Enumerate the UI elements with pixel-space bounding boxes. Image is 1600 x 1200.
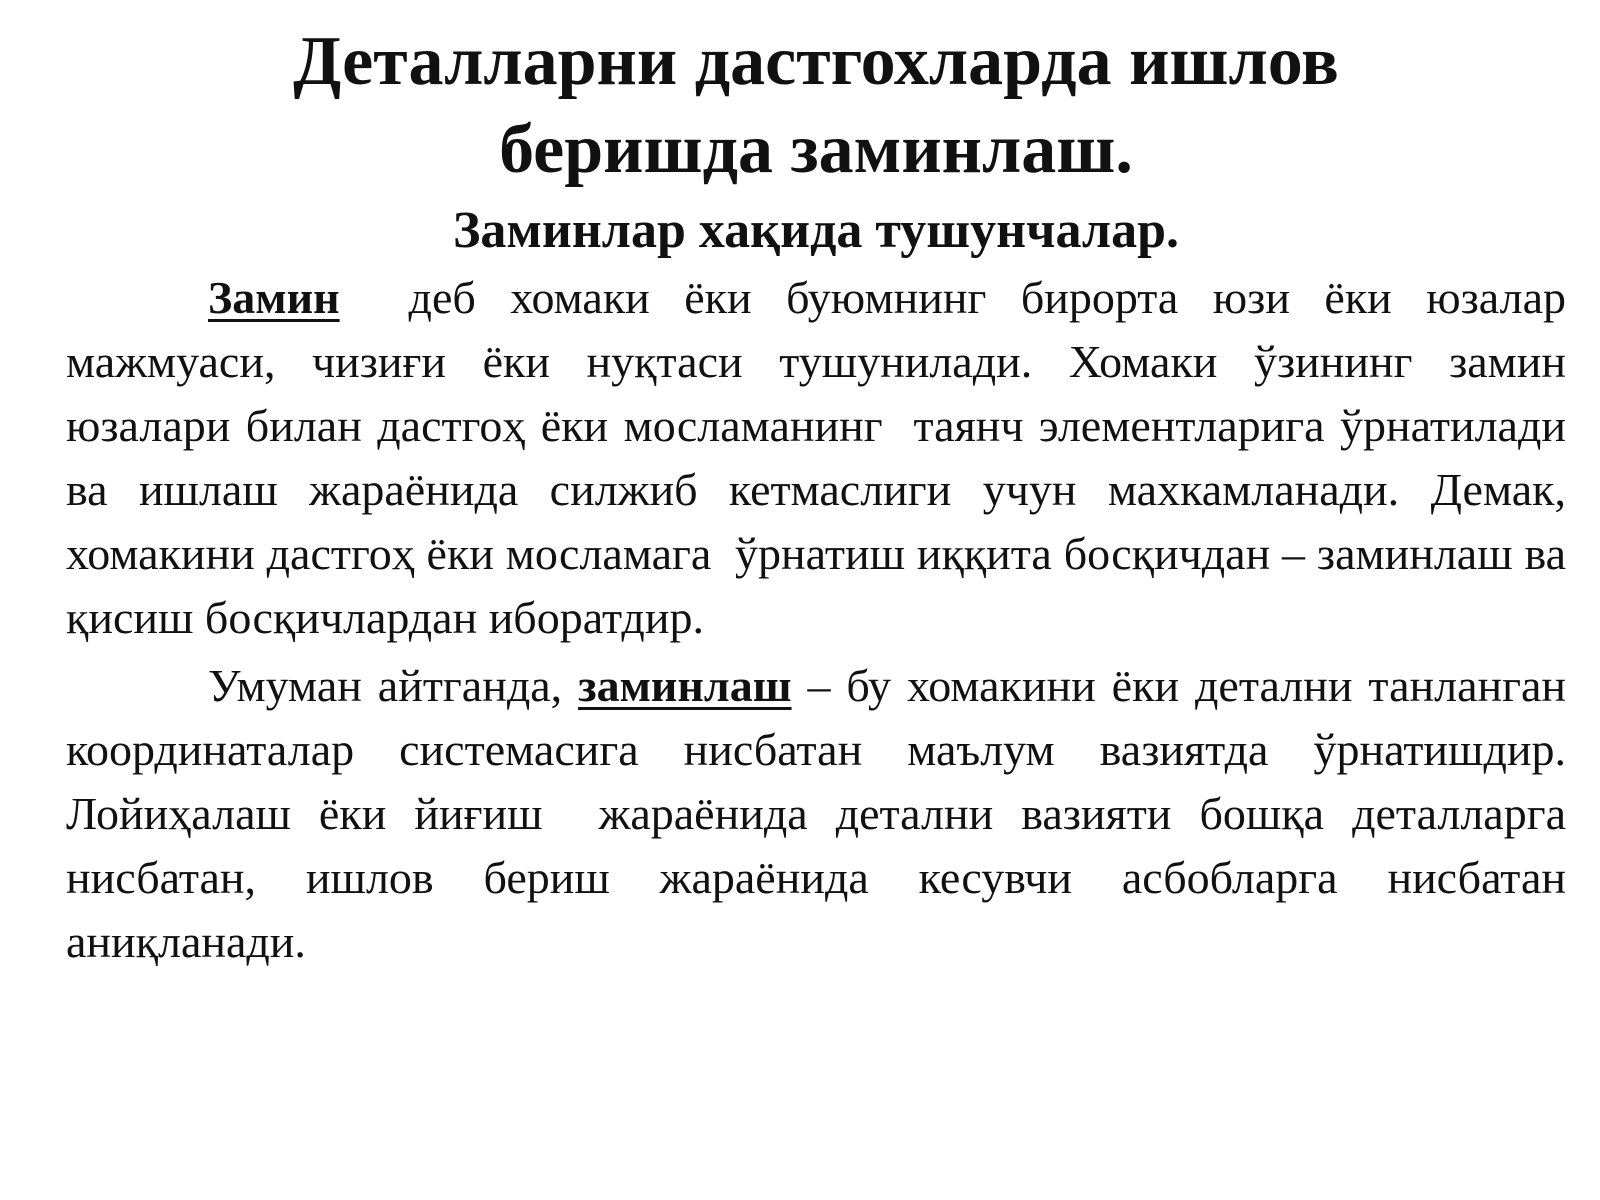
paragraph-definition-text: деб хомаки ёки буюмнинг бирорта юзи ёки юзалар мажмуаси, чизиғи ёки нуқтаси тушунилади. Хомаки ўзининг замин юзалари билан дастгоҳ ёки мосламанинг таянч элементларига ўрнатилади ва ишлаш жараёнида силжиб кетмаслиги учун махкамланади. Демак, хомакини дастгоҳ ёки мосламага ўрнатиш иққита босқичдан – заминлаш ва қисиш босқичлардан иборатдир. xyxy=(66,272,1578,643)
paragraph-zaminlash-text-before: Умуман айтганда, xyxy=(208,660,579,711)
section-subtitle: Заминлар хақида тушунчалар. xyxy=(452,202,1180,259)
paragraph-zaminlash-text-after: – бу хомакини ёки детални танланган координаталар системасига нисбатан маълум вазиятда ўрнатишдир. Лойиҳалаш ёки йиғиш жараёнида детални вазияти бошқа деталларга нисбатан, ишлов бериш жараёнида кесувчи асбобларга нисбатан аниқланади. xyxy=(66,660,1578,967)
document-title xyxy=(66,18,1566,194)
paragraph-zaminlash xyxy=(66,654,1578,974)
term-zamin: Замин xyxy=(208,272,340,323)
paragraph-definition xyxy=(66,266,1578,650)
title-line-1: Деталларни дастгохларда ишлов xyxy=(293,23,1339,100)
title-line-2: беришда заминлаш. xyxy=(499,111,1133,188)
term-zaminlash: заминлаш xyxy=(578,660,792,711)
document-page xyxy=(66,18,1578,974)
